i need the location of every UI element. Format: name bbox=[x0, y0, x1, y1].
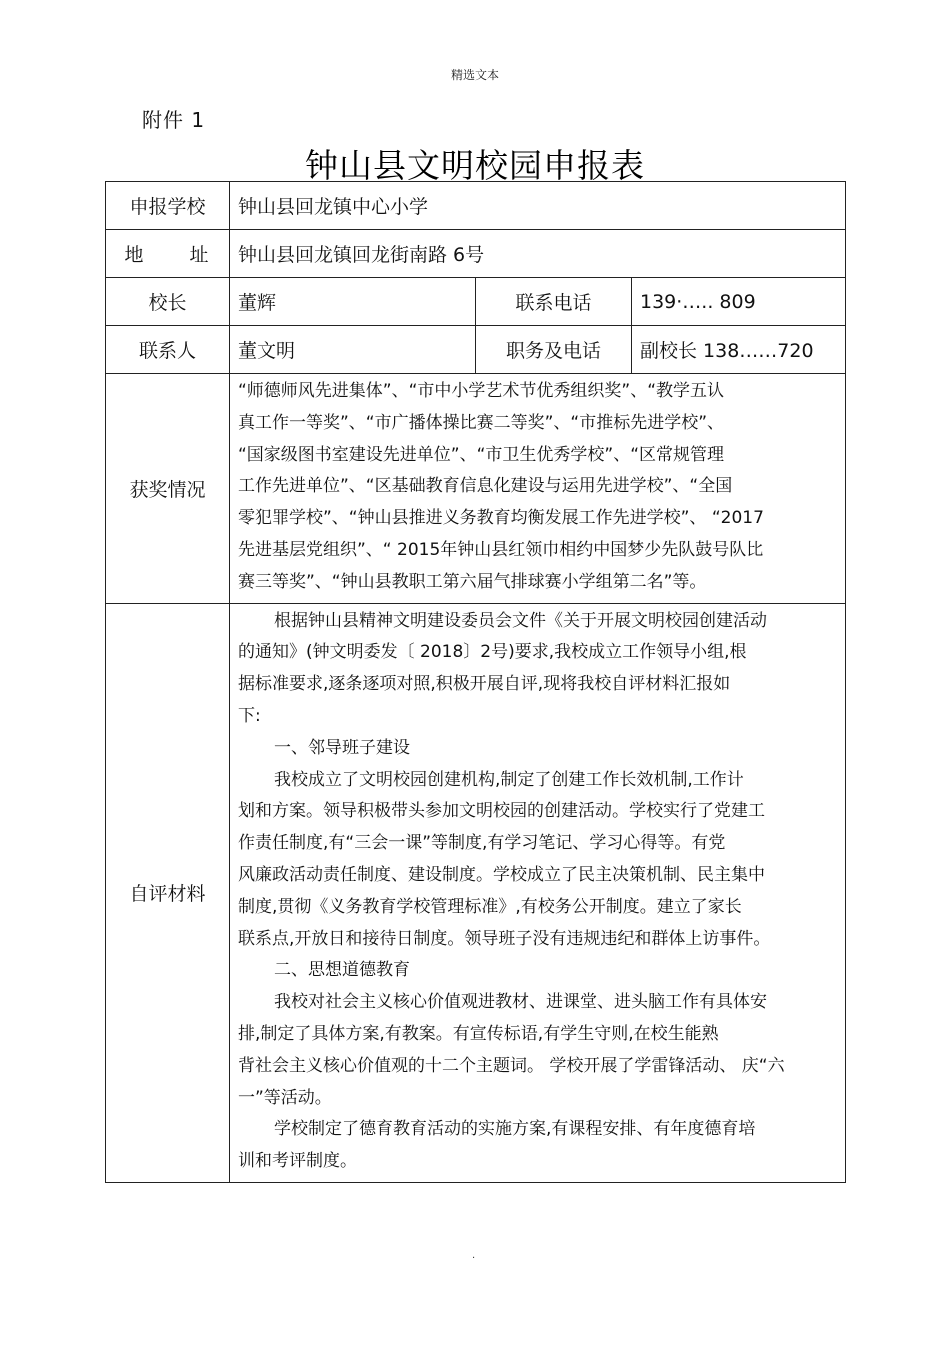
self-eval-line: 划和方案。领导积极带头参加文明校园的创建活动。学校实行了党建工 bbox=[238, 801, 765, 822]
self-eval-line: 学校制定了德育教育活动的实施方案,有课程安排、有年度德育培 bbox=[274, 1119, 756, 1140]
contact-label: 联系人 bbox=[106, 326, 230, 374]
self-eval-line: 一、邻导班子建设 bbox=[274, 737, 410, 758]
self-eval-line: 我校成立了文明校园创建机构,制定了创建工作长效机制,工作计 bbox=[274, 769, 744, 790]
awards-line: “国家级图书室建设先进单位”、“市卫生优秀学校”、“区常规管理 bbox=[238, 444, 725, 465]
awards-line: 赛三等奖”、“钟山县教职工第六届气排球赛小学组第二名”等。 bbox=[238, 571, 707, 592]
awards-line: 工作先进单位”、“区基础教育信息化建设与运用先进学校”、“全国 bbox=[238, 476, 733, 497]
awards-row bbox=[106, 374, 846, 604]
self-eval-line: 下: bbox=[238, 705, 261, 726]
phone-value: 139·….. 809 bbox=[632, 278, 846, 326]
address-row bbox=[106, 230, 846, 278]
principal-row bbox=[106, 278, 846, 326]
principal-value: 董辉 bbox=[230, 278, 476, 326]
awards-line: 先进基层党组织”、“ 2015年钟山县红领巾相约中国梦少先队鼓号队比 bbox=[238, 539, 764, 560]
awards-content bbox=[230, 374, 846, 604]
self-eval-line: 背社会主义核心价值观的十二个主题词。 学校开展了学雷锋活动、 庆“六 bbox=[238, 1055, 785, 1076]
document-title: 钟山县文明校园申报表 bbox=[305, 146, 645, 185]
awards-line: 零犯罪学校”、“钟山县推进义务教育均衡发展工作先进学校”、 “2017 bbox=[238, 508, 764, 529]
awards-line: “师德师风先进集体”、“市中小学艺术节优秀组织奖”、“教学五认 bbox=[238, 381, 725, 401]
awards-label: 获奖情况 bbox=[106, 374, 230, 604]
self-eval-line: 训和考评制度。 bbox=[238, 1151, 357, 1172]
contact-row bbox=[106, 326, 846, 374]
school-value: 钟山县回龙镇中心小学 bbox=[230, 182, 846, 230]
awards-line: 真工作一等奖”、“市广播体操比赛二等奖”、“市推标先进学校”、 bbox=[238, 412, 725, 433]
self-eval-row bbox=[106, 603, 846, 1182]
address-label: 地 址 bbox=[106, 230, 230, 278]
position-label: 职务及电话 bbox=[476, 326, 632, 374]
application-form-table bbox=[105, 181, 846, 1183]
principal-label: 校长 bbox=[106, 278, 230, 326]
self-eval-line: 制度,贯彻《义务教育学校管理标准》,有校务公开制度。建立了家长 bbox=[238, 896, 742, 917]
self-eval-line: 作责任制度,有“三会一课”等制度,有学习笔记、学习心得等。有党 bbox=[238, 833, 726, 854]
attachment-label: 附件 1 bbox=[142, 108, 206, 132]
header-note: 精选文本 bbox=[450, 68, 499, 82]
self-eval-line: 一”等活动。 bbox=[238, 1087, 332, 1108]
contact-value: 董文明 bbox=[230, 326, 476, 374]
self-eval-line: 的通知》(钟文明委发〔 2018〕2号)要求,我校成立工作领导小组,根 bbox=[238, 642, 747, 663]
position-value: 副校长 138……720 bbox=[632, 326, 846, 374]
phone-label: 联系电话 bbox=[476, 278, 632, 326]
self-eval-content bbox=[230, 603, 846, 1182]
self-eval-line: 联系点,开放日和接待日制度。领导班子没有违规违纪和群体上访事件。 bbox=[238, 928, 771, 949]
self-eval-line: 排,制定了具体方案,有教案。有宣传标语,有学生守则,在校生能熟 bbox=[238, 1023, 719, 1044]
self-eval-line: 我校对社会主义核心价值观进教材、进课堂、进头脑工作有具体安 bbox=[274, 992, 767, 1013]
school-label: 申报学校 bbox=[106, 182, 230, 230]
page-mark: . bbox=[472, 1250, 476, 1261]
self-eval-line: 二、思想道德教育 bbox=[274, 960, 410, 981]
self-eval-line: 据标准要求,逐条逐项对照,积极开展自评,现将我校自评材料汇报如 bbox=[238, 674, 731, 695]
self-eval-line: 根据钟山县精神文明建设委员会文件《关于开展文明校园创建活动 bbox=[274, 610, 767, 631]
self-eval-line: 风廉政活动责任制度、建设制度。学校成立了民主决策机制、民主集中 bbox=[238, 864, 765, 885]
school-row bbox=[106, 182, 846, 230]
address-value: 钟山县回龙镇回龙街南路 6号 bbox=[230, 230, 846, 278]
self-eval-label: 自评材料 bbox=[106, 603, 230, 1182]
